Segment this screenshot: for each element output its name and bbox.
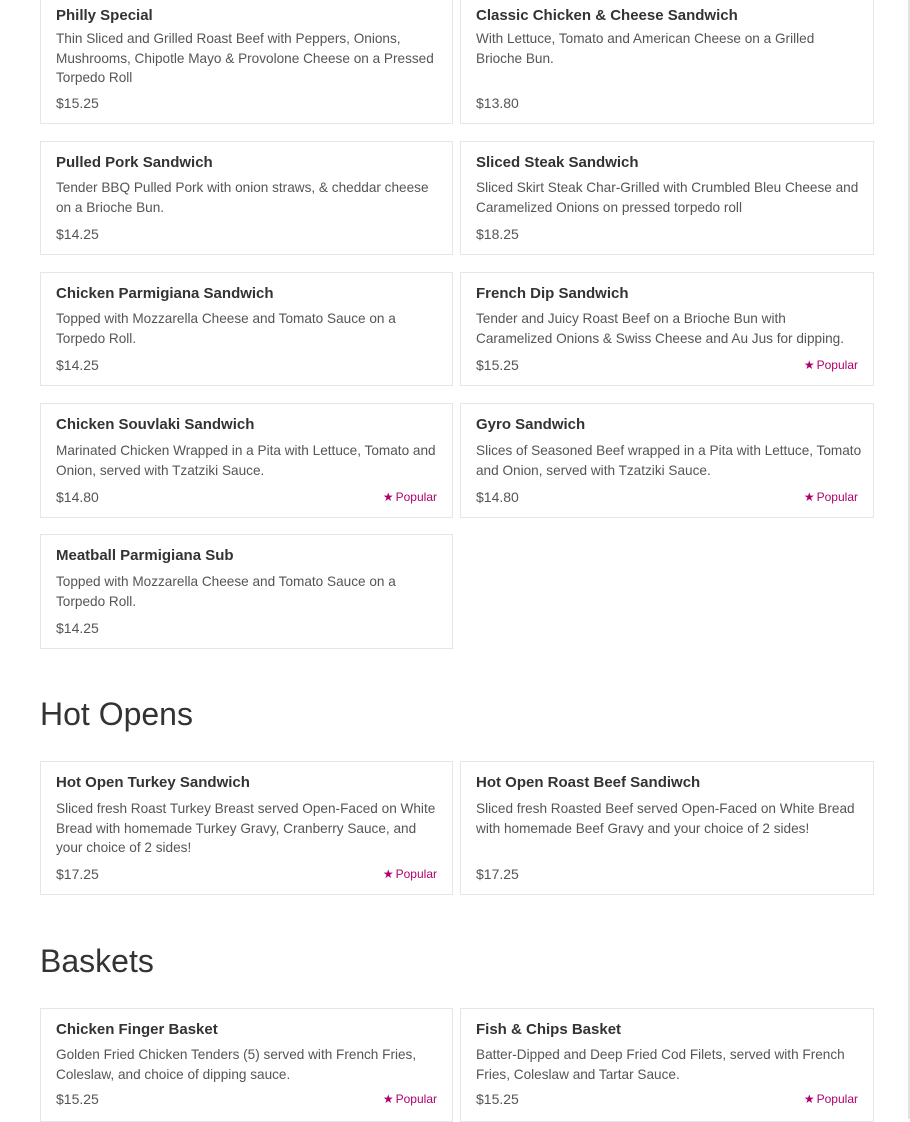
menu-item-name: Fish & Chips Basket [476, 1021, 622, 1038]
star-icon: ★ [382, 1092, 394, 1106]
menu-item-card[interactable] [460, 272, 874, 386]
menu-item-card[interactable] [40, 1008, 453, 1122]
menu-item-price: $15.25 [476, 357, 519, 373]
menu-item-name: Hot Open Turkey Sandwich [56, 774, 250, 791]
menu-item-price: $17.25 [476, 866, 519, 882]
star-icon: ★ [803, 358, 815, 372]
popular-badge [804, 357, 858, 373]
menu-item-description: Golden Fried Chicken Tenders (5) served with French Fries, Coleslaw, and choice of dipping sauce. [56, 1047, 417, 1082]
popular-label: Popular [816, 1092, 858, 1106]
menu-item-description: Tender and Juicy Roast Beef on a Brioche Bun with Caramelized Onions & Swiss Cheese and Au Jus for dipping. [476, 311, 844, 346]
menu-item-card[interactable] [460, 761, 874, 895]
menu-item-name: Sliced Steak Sandwich [476, 154, 639, 171]
menu-item-description: Sliced fresh Roasted Beef served Open-Faced on White Bread with homemade Beef Gravy and your choice of 2 sides! [476, 801, 855, 836]
menu-item-price: $15.25 [56, 95, 99, 111]
menu-item-card[interactable] [40, 534, 453, 649]
menu-item-price: $14.80 [476, 489, 519, 505]
menu-item-card[interactable] [460, 0, 874, 124]
menu-item-description: Tender BBQ Pulled Pork with onion straws, & cheddar cheese on a Brioche Bun. [56, 180, 429, 215]
menu-item-card[interactable] [40, 761, 453, 895]
menu-item-card[interactable] [40, 403, 453, 518]
menu-item-description: With Lettuce, Tomato and American Cheese on a Grilled Brioche Bun. [476, 31, 815, 66]
popular-label: Popular [816, 490, 858, 504]
star-icon: ★ [382, 490, 394, 504]
menu-item-name: Chicken Parmigiana Sandwich [56, 285, 274, 302]
menu-item-description: Topped with Mozzarella Cheese and Tomato Sauce on a Torpedo Roll. [56, 574, 396, 609]
menu-item-description: Marinated Chicken Wrapped in a Pita with Lettuce, Tomato and Onion, served with Tzatziki Sauce. [56, 443, 436, 478]
star-icon: ★ [803, 1092, 815, 1106]
menu-item-card[interactable] [460, 141, 874, 255]
star-icon: ★ [803, 490, 815, 504]
menu-item-card[interactable] [460, 403, 874, 518]
menu-item-price: $15.25 [56, 1091, 99, 1107]
menu-item-description: Batter-Dipped and Deep Fried Cod Filets, served with French Fries, Coleslaw and Tartar Sauce. [476, 1047, 845, 1082]
popular-label: Popular [395, 1092, 437, 1106]
menu-item-card[interactable] [40, 272, 453, 386]
section-title: Baskets [40, 943, 154, 979]
menu-item-card[interactable] [40, 141, 453, 255]
menu-item-price: $14.25 [56, 357, 99, 373]
menu-item-card[interactable] [40, 0, 453, 124]
menu-item-price: $17.25 [56, 866, 99, 882]
menu-item-name: Chicken Souvlaki Sandwich [56, 416, 255, 433]
menu-item-description: Sliced fresh Roast Turkey Breast served Open-Faced on White Bread with homemade Turkey Gravy, Cranberry Sauce, and your choice of 2 sides! [56, 801, 436, 855]
menu-item-name: Philly Special [56, 7, 153, 24]
popular-label: Popular [395, 490, 437, 504]
menu-item-description: Topped with Mozzarella Cheese and Tomato Sauce on a Torpedo Roll. [56, 311, 396, 346]
menu-item-description: Slices of Seasoned Beef wrapped in a Pita with Lettuce, Tomato and Onion, served with Tzatziki Sauce. [476, 443, 862, 478]
popular-badge [804, 489, 858, 505]
menu-item-name: French Dip Sandwich [476, 285, 629, 302]
menu-item-name: Hot Open Roast Beef Sandiwch [476, 774, 701, 791]
menu-item-name: Pulled Pork Sandwich [56, 154, 213, 171]
menu-item-card[interactable] [460, 1008, 874, 1122]
menu-item-name: Chicken Finger Basket [56, 1021, 218, 1038]
menu-item-price: $18.25 [476, 226, 519, 242]
menu-item-name: Meatball Parmigiana Sub [56, 547, 234, 564]
menu-item-price: $14.25 [56, 226, 99, 242]
menu-item-price: $14.25 [56, 620, 99, 636]
star-icon: ★ [382, 867, 394, 881]
menu-item-price: $15.25 [476, 1091, 519, 1107]
popular-badge [383, 489, 437, 505]
menu-item-description: Thin Sliced and Grilled Roast Beef with Peppers, Onions, Mushrooms, Chipotle Mayo & Provolone Cheese on a Pressed Torpedo Roll [56, 31, 434, 85]
popular-badge [383, 866, 437, 882]
popular-label: Popular [816, 358, 858, 372]
menu-item-price: $13.80 [476, 95, 519, 111]
popular-label: Popular [395, 867, 437, 881]
popular-badge [804, 1091, 858, 1107]
popular-badge [383, 1091, 437, 1107]
menu-item-description: Sliced Skirt Steak Char-Grilled with Crumbled Bleu Cheese and Caramelized Onions on pressed torpedo roll [476, 180, 859, 215]
menu-item-price: $14.80 [56, 489, 99, 505]
menu-item-name: Gyro Sandwich [476, 416, 586, 433]
section-title: Hot Opens [40, 696, 193, 732]
menu-item-name: Classic Chicken & Cheese Sandwich [476, 7, 738, 24]
